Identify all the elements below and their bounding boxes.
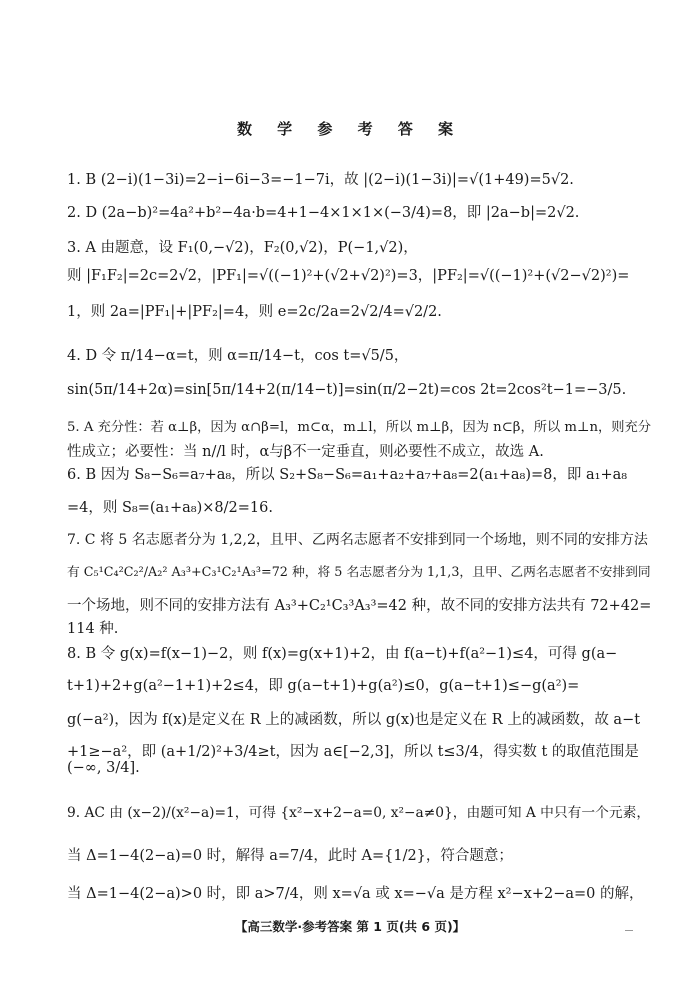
answer-3-line-1: 3. A 由题意，设 F₁(0,−√2)，F₂(0,√2)，P(−1,√2)， (67, 240, 418, 256)
answer-7-line-2: 有 C₅¹C₄²C₂²/A₂² A₃³+C₃¹C₂¹A₃³=72 种，将 5 名志愿者分为 1,1,3，且甲、乙两名志愿者不安排到同 (67, 565, 651, 580)
answer-3-line-3: 1，则 2a=|PF₁|+|PF₂|=4，则 e=2c/2a=2√2/4=√2/2. (67, 304, 442, 320)
answer-8-line-3: g(−a²)，因为 f(x)是定义在 R 上的减函数，所以 g(x)也是定义在 R 上的减函数，故 a−t (67, 712, 641, 728)
answer-8-line-5: (−∞, 3/4]. (67, 760, 140, 776)
answer-3-line-2: 则 |F₁F₂|=2c=2√2，|PF₁|=√((−1)²+(√2+√2)²)=3，|PF₂|=√((−1)²+(√2−√2)²)= (67, 268, 630, 284)
answer-7-line-1: 7. C 将 5 名志愿者分为 1,2,2，且甲、乙两名志愿者不安排到同一个场地，则不同的安排方法 (67, 532, 648, 548)
answer-4-line-1: 4. D 令 π/14−α=t，则 α=π/14−t，cos t=√5/5， (67, 348, 409, 364)
answer-5-line-2: 性成立；必要性：当 n//l 时，α与β不一定垂直，则必要性不成立，故选 A. (67, 444, 544, 460)
answer-9-line-2: 当 Δ=1−4(2−a)=0 时，解得 a=7/4，此时 A={1/2}，符合题意； (67, 848, 513, 864)
answer-5-line-1: 5. A 充分性：若 α⊥β，因为 α∩β=l，m⊂α，m⊥l，所以 m⊥β，因为 n⊂β，所以 m⊥n，则充分 (67, 420, 651, 435)
page-footer: 【高三数学·参考答案 第 1 页(共 6 页)】 (234, 919, 466, 934)
answer-1: 1. B (2−i)(1−3i)=2−i−6i−3=−1−7i，故 |(2−i)(1−3i)|=√(1+49)=5√2. (67, 172, 574, 188)
answer-8-line-1: 8. B 令 g(x)=f(x−1)−2，则 f(x)=g(x+1)+2，由 f(a−t)+f(a²−1)≤4，可得 g(a− (67, 646, 618, 662)
corner-mark (625, 930, 633, 931)
page-title: 数 学 参 考 答 案 (236, 120, 464, 138)
answer-8-line-2: t+1)+2+g(a²−1+1)+2≤4，即 g(a−t+1)+g(a²)≤0，g(a−t+1)≤−g(a²)= (67, 678, 580, 694)
answer-6-line-2: =4，则 S₈=(a₁+a₈)×8/2=16. (67, 500, 273, 516)
answer-8-line-4: +1≥−a²，即 (a+1/2)²+3/4≥t，因为 a∈[−2,3]，所以 t≤3/4，得实数 t 的取值范围是 (67, 744, 639, 760)
answer-6-line-1: 6. B 因为 S₈−S₆=a₇+a₈，所以 S₂+S₈−S₆=a₁+a₂+a₇+a₈=2(a₁+a₈)=8，即 a₁+a₈ (67, 467, 628, 483)
answer-4-line-2: sin(5π/14+2α)=sin[5π/14+2(π/14−t)]=sin(π/2−2t)=cos 2t=2cos²t−1=−3/5. (67, 382, 627, 398)
answer-9-line-3: 当 Δ=1−4(2−a)>0 时，即 a>7/4，则 x=√a 或 x=−√a 是方程 x²−x+2−a=0 的解， (67, 886, 644, 902)
answer-7-line-3: 一个场地，则不同的安排方法有 A₃³+C₂¹C₃³A₃³=42 种，故不同的安排方法共有 72+42= (67, 598, 652, 614)
answer-9-line-1: 9. AC 由 (x−2)/(x²−a)=1，可得 {x²−x+2−a=0, x²−a≠0}，由题可知 A 中只有一个元素， (67, 805, 651, 821)
answer-7-line-4: 114 种. (67, 621, 119, 637)
answer-2: 2. D (2a−b)²=4a²+b²−4a·b=4+1−4×1×1×(−3/4)=8，即 |2a−b|=2√2. (67, 205, 580, 221)
